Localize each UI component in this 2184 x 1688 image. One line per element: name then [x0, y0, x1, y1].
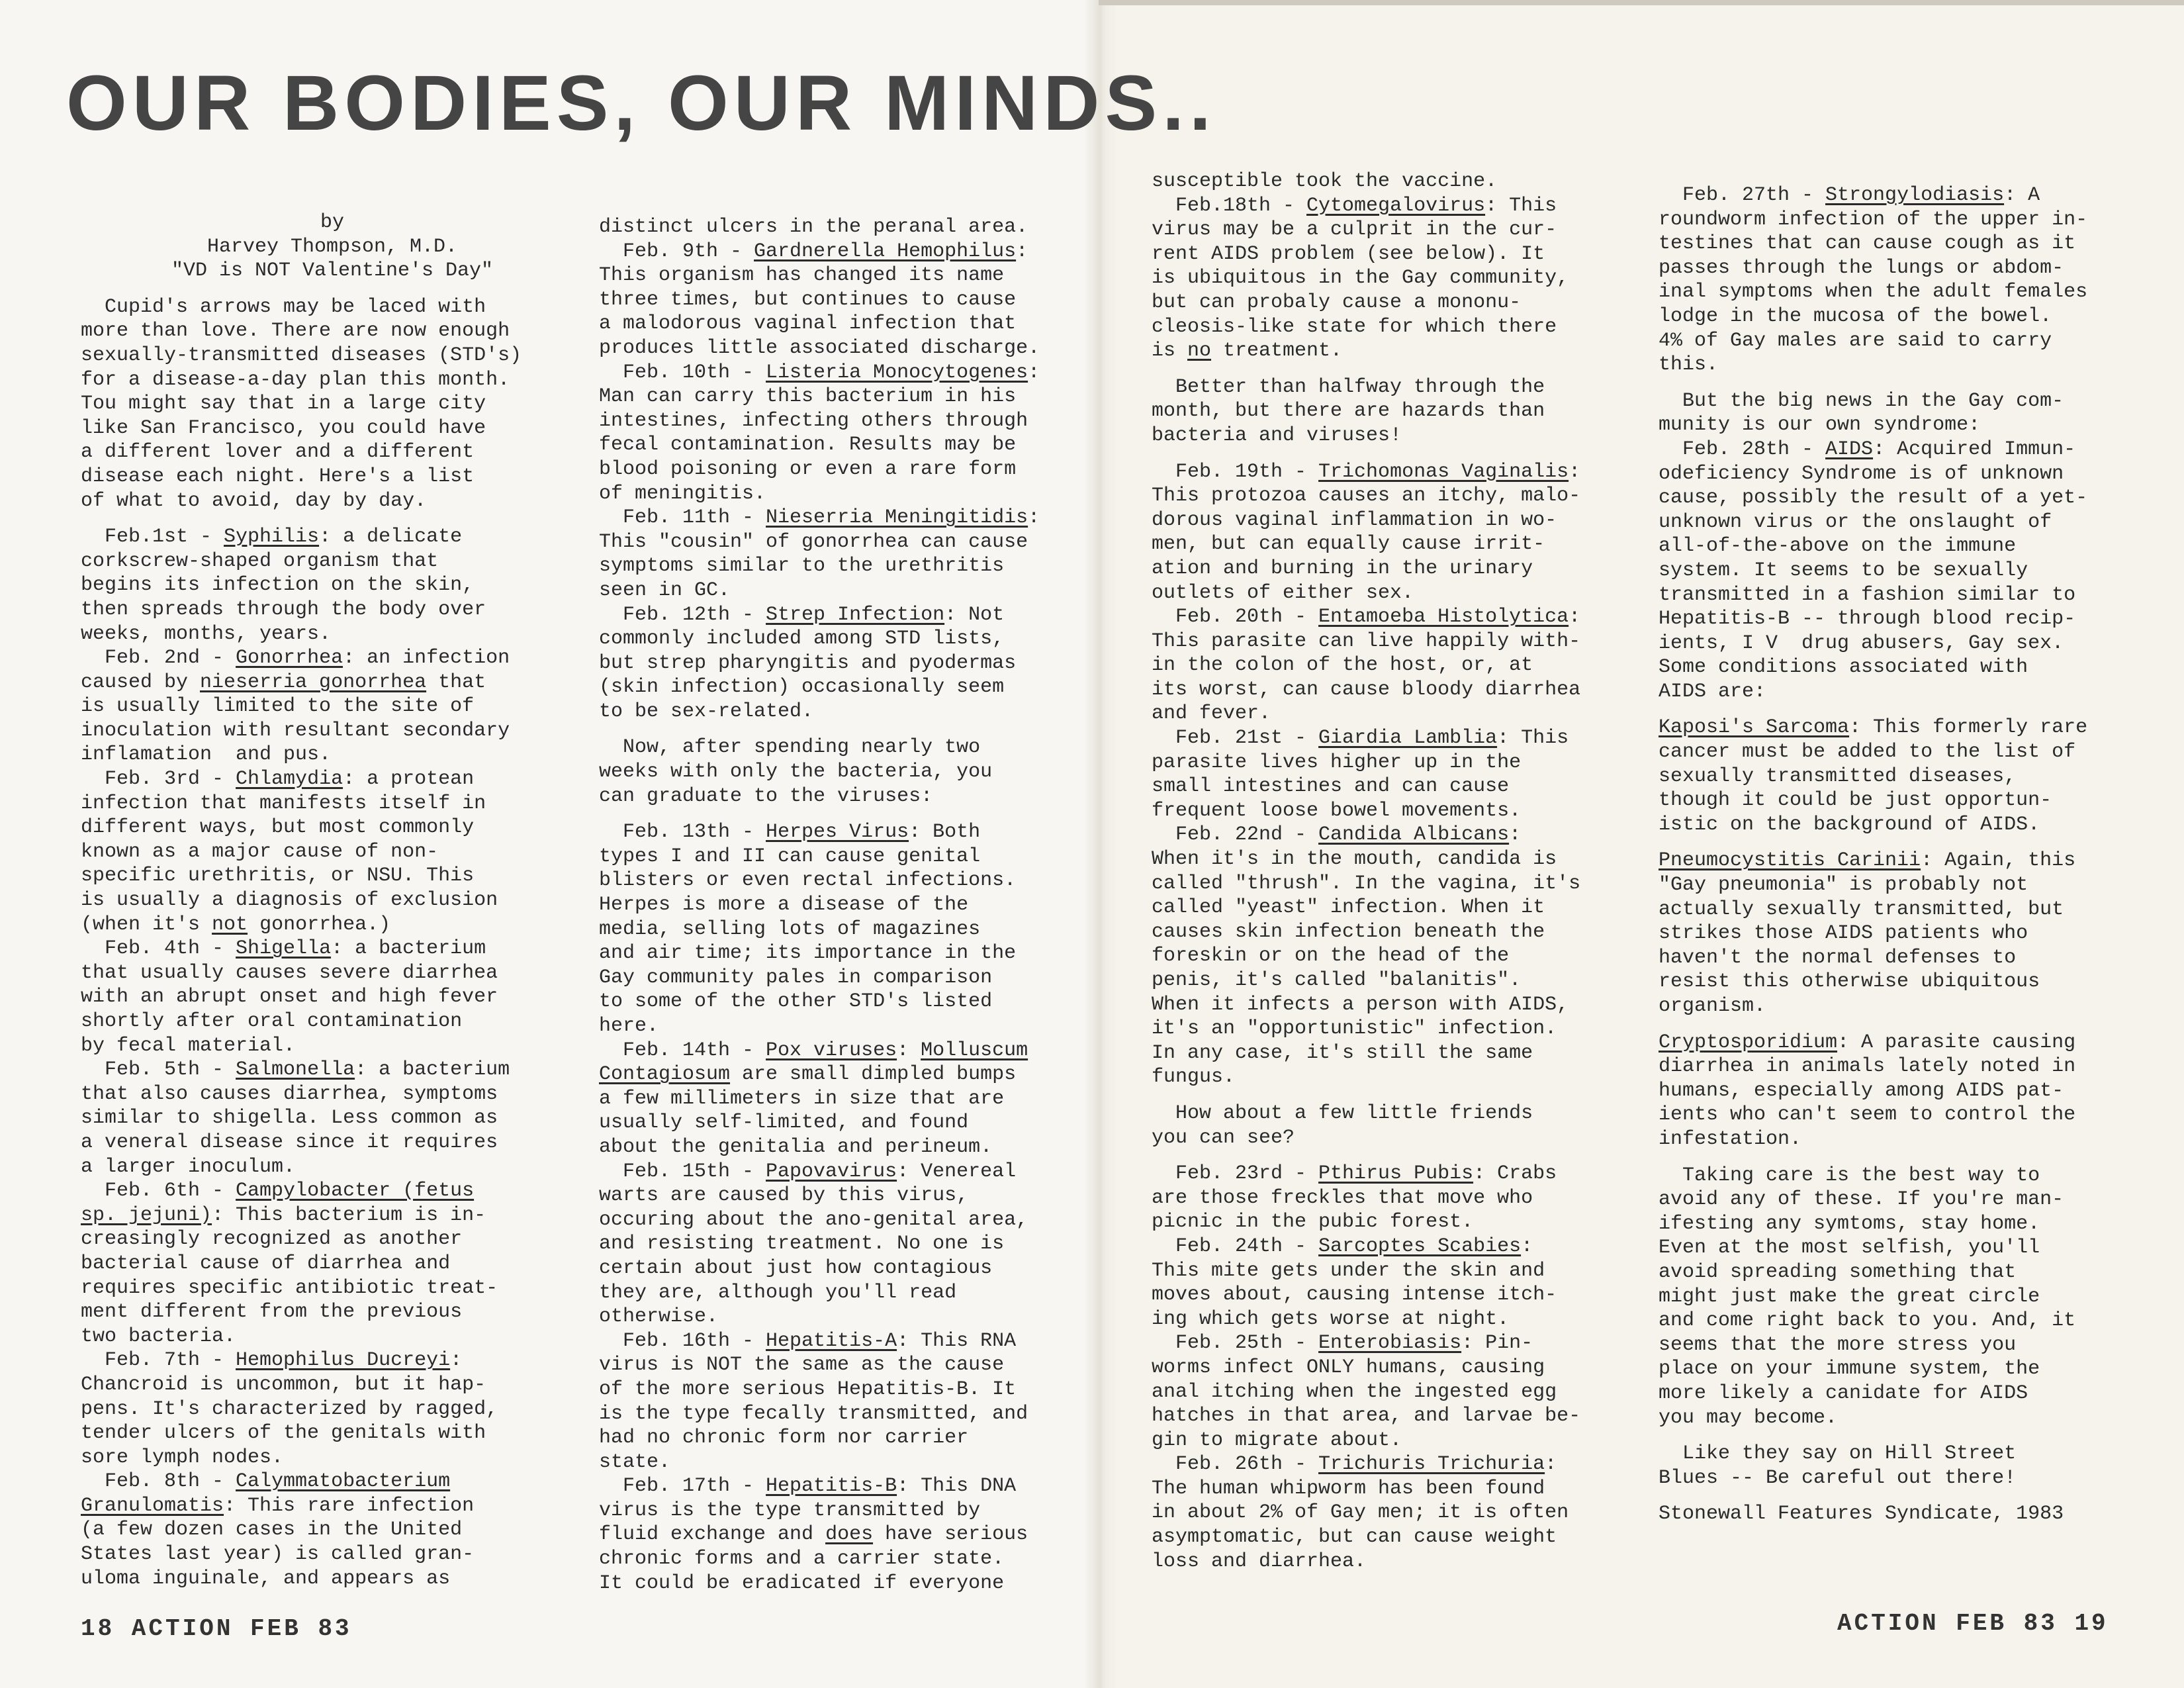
- paragraph-text: : This DNA virus is the type transmitted by fluid exchange and: [599, 1475, 1017, 1546]
- disease-name: Cryptosporidium: [1659, 1031, 1838, 1054]
- disease-name: Campylobacter (fetus sp. jejuni): [81, 1180, 475, 1227]
- disease-name: Enterobiasis: [1318, 1332, 1462, 1355]
- paragraph-text: Feb. 7th -: [105, 1349, 236, 1372]
- paragraph-text: How about a few little friends you can see?: [1152, 1102, 1533, 1149]
- paragraph-text: : This parasite lives higher up in the small intestines and can cause frequent loose bowel movements.: [1152, 727, 1569, 822]
- paragraph-text: : This "cousin" of gonorrhea can cause symptoms similar to the urethritis seen in GC.: [599, 506, 1040, 602]
- disease-name: Hepatitis-B: [766, 1475, 897, 1498]
- paragraph: [1659, 1164, 2161, 1430]
- disease-name: Shigella: [236, 937, 332, 961]
- paragraph: [599, 240, 1102, 361]
- paragraph-text: Feb. 15th -: [623, 1160, 766, 1183]
- paragraph-text: Feb. 10th -: [623, 361, 766, 384]
- disease-name: Strep Infection: [766, 603, 945, 626]
- byline: [81, 211, 584, 283]
- paragraph-text: Feb. 11th -: [623, 506, 766, 530]
- paragraph-text: that is usually limited to the site of inoculation with resultant secondary inflamation and pus.: [81, 671, 510, 767]
- disease-name: Hepatitis-A: [766, 1329, 897, 1352]
- paragraph-text: Cupid's arrows may be laced with more than love. There are now enough sexually-transmitted diseases (STD's) for a disease-a-day plan this month. Tou might say that in a large city like San Francisco, you could have a different lover and a different disease each night. Here's a list of what to avoid, day by day.: [81, 295, 522, 512]
- paragraph: [1659, 1442, 2161, 1490]
- disease-name: Papovavirus: [766, 1160, 897, 1183]
- paragraph: [1659, 183, 2161, 377]
- disease-name: Nieserria Meningitidis: [766, 506, 1028, 530]
- paragraph-text: : a delicate corkscrew-shaped organism that begins its infection on the skin, then spreads through the body over weeks, months, years.: [81, 526, 486, 645]
- page-footer-right: ACTION FEB 83 19: [1837, 1610, 2109, 1637]
- paragraph: [81, 1470, 584, 1591]
- disease-name: no: [1187, 340, 1212, 363]
- disease-name: Sarcoptes Scabies: [1318, 1235, 1522, 1258]
- paragraph: [1152, 1331, 1655, 1452]
- paragraph-text: Taking care is the best way to avoid any of these. If you're man- ifesting any symtoms, stay home. Even at the most selfish, you'll avoid spreading something that might just make the great circle and come right back to you. And, it seems that the more stress you place on your immune system, the more likely a canidate for AIDS you may become.: [1659, 1164, 2076, 1429]
- paragraph-text: Feb.18th -: [1175, 194, 1307, 217]
- paragraph: [1659, 1031, 2161, 1152]
- disease-name: Trichuris Trichuria: [1318, 1453, 1545, 1476]
- disease-name: Chlamydia: [236, 768, 343, 791]
- paragraph-text: Feb. 26th -: [1175, 1453, 1319, 1476]
- disease-name: Cytomegalovirus: [1306, 194, 1486, 217]
- paragraph-text: : This protozoa causes an itchy, malo- dorous vaginal inflammation in wo- men, but can equally cause irrit- ation and burning in the urinary outlets of either sex.: [1152, 460, 1581, 604]
- paragraph-text: : This rare infection (a few dozen cases in the United States last year) is called gran- uloma inguinale, and appears as: [81, 1494, 475, 1590]
- paragraph-text: Feb. 17th -: [623, 1475, 766, 1498]
- paragraph-text: : Acquired Immun- odeficiency Syndrome is of unknown cause, possibly the result of a yet- unknown virus or the onslaught of all-of-the-above on the immune system. It seems to be sexually transmitted in a fashion similar to Hepatitis-B -- through blood recip- ients, I V drug abusers, Gay sex. Some conditions associated with AIDS are:: [1659, 438, 2088, 703]
- paragraph: [81, 937, 584, 1058]
- paragraph-text: Feb. 13th -: [623, 821, 766, 844]
- paragraph: [1152, 1235, 1655, 1331]
- disease-name: Strongylodiasis: [1825, 184, 2005, 207]
- paragraph-text: : This formerly rare cancer must be added to the list of sexually transmitted diseases, though it could be just opportun- istic on the background of AIDS.: [1659, 716, 2088, 836]
- column-1: [81, 211, 584, 1591]
- paragraph-text: Feb. 3rd -: [105, 768, 236, 791]
- paragraph: [1152, 1162, 1655, 1235]
- paragraph: [1659, 438, 2161, 704]
- paragraph: [599, 215, 1102, 240]
- page-edge: [1099, 0, 2184, 5]
- disease-name: Syphilis: [224, 526, 320, 549]
- paragraph-text: : A roundworm infection of the upper in- testines that can cause cough as it passes through the lungs or abdom- inal symptoms when the adult females lodge in the mucosa of the bowel. 4% of Gay males are said to carry this.: [1659, 184, 2088, 377]
- paragraph: [81, 295, 584, 513]
- paragraph-text: Feb. 16th -: [623, 1329, 766, 1352]
- paragraph-text: : Man can carry this bacterium in his intestines, infecting others through fecal contamination. Results may be blood poisoning or even a rare form of meningitis.: [599, 361, 1040, 505]
- paragraph: [1152, 194, 1655, 363]
- paragraph-text: : This mite gets under the skin and moves about, causing intense itch- ing which gets worse at night.: [1152, 1235, 1557, 1331]
- disease-name: Molluscum Contagiosum: [599, 1039, 1028, 1086]
- paragraph-text: Now, after spending nearly two weeks with only the bacteria, you can graduate to the viruses:: [599, 736, 993, 808]
- paragraph-text: Feb. 4th -: [105, 937, 236, 961]
- paragraph: [81, 1058, 584, 1179]
- paragraph-text: Feb. 5th -: [105, 1058, 236, 1082]
- paragraph-text: : When it's in the mouth, candida is called "thrush". In the vagina, it's called "yeast" infection. When it causes skin infection beneath the foreskin or on the head of the penis, it's called "balanitis". When it infects a person with AIDS, it's an "opportunistic" infection. In any case, it's still the same fungus.: [1152, 823, 1581, 1089]
- paragraph-text: Feb. 19th -: [1175, 460, 1319, 483]
- paragraph: [81, 1348, 584, 1470]
- paragraph-text: susceptible took the vaccine.: [1152, 170, 1498, 193]
- paragraph-text: Feb. 8th -: [105, 1470, 236, 1493]
- paragraph: [1152, 726, 1655, 823]
- paragraph: [599, 506, 1102, 602]
- paragraph: [81, 525, 584, 646]
- disease-name: Listeria Monocytogenes: [766, 361, 1028, 384]
- disease-name: Candida Albicans: [1318, 823, 1510, 847]
- paragraph: [599, 735, 1102, 808]
- paragraph-text: : This parasite can live happily with- in the colon of the host, or, at its worst, can cause bloody diarrhea and fever.: [1152, 606, 1581, 726]
- paragraph: [1659, 849, 2161, 1018]
- paragraph-text: Feb. 9th -: [623, 240, 754, 263]
- disease-name: Salmonella: [236, 1058, 355, 1082]
- paragraph: [1659, 389, 2161, 438]
- column-4: [1659, 183, 2161, 1526]
- paragraph: [1152, 169, 1655, 194]
- paragraph: [81, 646, 584, 767]
- paragraph-text: Feb. 28th -: [1682, 438, 1826, 461]
- paragraph-text: Feb. 25th -: [1175, 1332, 1319, 1355]
- disease-name: Pthirus Pubis: [1318, 1162, 1474, 1186]
- paragraph-text: Feb. 2nd -: [105, 647, 236, 670]
- paragraph-text: Feb. 20th -: [1175, 606, 1319, 629]
- disease-name: Pneumocystitis Carinii: [1659, 849, 1921, 872]
- paragraph: [81, 1179, 584, 1348]
- paragraph-text: : A parasite causing diarrhea in animals lately noted in humans, especially among AIDS pat- ients who can't seem to control the infestation.: [1659, 1031, 2076, 1150]
- paragraph-text: distinct ulcers in the peranal area.: [599, 216, 1028, 238]
- page-footer-left: 18 ACTION FEB 83: [81, 1615, 352, 1642]
- paragraph: [1152, 605, 1655, 726]
- paragraph-text: : This bacterium is in- creasingly recognized as another bacterial cause of diarrhea and requires specific antibiotic treat- ment different from the previous two bacteria.: [81, 1203, 498, 1348]
- paragraph-text: : Chancroid is uncommon, but it hap- pens. It's characterized by ragged, tender ulcers of the genitals with sore lymph nodes.: [81, 1349, 498, 1469]
- paragraph: [599, 603, 1102, 724]
- paragraph-text: Feb. 22nd -: [1175, 823, 1319, 847]
- paragraph-text: by Harvey Thompson, M.D. "VD is NOT Valentine's Day": [171, 211, 494, 283]
- column-2: [599, 215, 1102, 1595]
- paragraph-text: : This organism has changed its name three times, but continues to cause a malodorous vaginal infection that produces little associated discharge.: [599, 240, 1040, 359]
- paragraph-text: Like they say on Hill Street Blues -- Be careful out there!: [1659, 1442, 2017, 1489]
- paragraph-text: Feb. 6th -: [105, 1180, 236, 1203]
- paragraph-text: : Again, this "Gay pneumonia" is probably not actually sexually transmitted, but strikes those AIDS patients who haven't the normal defenses to resist this otherwise ubiquitous organism.: [1659, 849, 2076, 1017]
- paragraph: [1152, 1102, 1655, 1150]
- disease-name: Gardnerella Hemophilus: [754, 240, 1017, 263]
- paragraph-text: treatment.: [1211, 340, 1343, 363]
- paragraph-text: Feb. 21st -: [1175, 727, 1319, 750]
- paragraph-text: Stonewall Features Syndicate, 1983: [1659, 1503, 2064, 1526]
- paragraph-text: Feb.1st -: [105, 526, 224, 549]
- paragraph-text: : Not commonly included among STD lists, but strep pharyngitis and pyodermas (skin infection) occasionally seem to be sex-related.: [599, 603, 1017, 723]
- disease-name: Gonorrhea: [236, 647, 343, 670]
- paragraph-text: Feb. 27th -: [1682, 184, 1826, 207]
- paragraph-text: : Both types I and II can cause genital blisters or even rectal infections. Herpes is more a disease of the media, selling lots of magazines and air time; its importance in the Gay community pales in comparison to some of the other STD's listed here.: [599, 821, 1017, 1037]
- paragraph-text: : a protean infection that manifests itself in different ways, but most commonly known as a major cause of non- specific urethritis, or NSU. This is usually a diagnosis of exclusion (when it's: [81, 768, 498, 936]
- disease-name: Trichomonas Vaginalis: [1318, 460, 1569, 483]
- disease-name: AIDS: [1825, 438, 1874, 461]
- paragraph-text: : Venereal warts are caused by this virus, occuring about the ano-genital area, and resisting treatment. No one is certain about just how contagious they are, although you'll read otherwise.: [599, 1160, 1028, 1329]
- paragraph-text: : an infection caused by: [81, 647, 510, 694]
- paragraph-text: gonorrhea.): [248, 913, 391, 936]
- disease-name: Herpes Virus: [766, 821, 909, 844]
- disease-name: Pox viruses: [766, 1039, 897, 1062]
- paragraph: [81, 767, 584, 937]
- paragraph-text: Feb. 23rd -: [1175, 1162, 1319, 1186]
- paragraph-text: :: [897, 1039, 921, 1062]
- paragraph: [1152, 823, 1655, 1090]
- paragraph: [599, 1474, 1102, 1595]
- paragraph: [599, 361, 1102, 506]
- paragraph-text: are small dimpled bumps a few millimeters in size that are usually self-limited, and found about the genitalia and perineum.: [599, 1063, 1017, 1158]
- paragraph: [1152, 375, 1655, 448]
- paragraph: [599, 1160, 1102, 1329]
- paragraph-text: : Pin- worms infect ONLY humans, causing anal itching when the ingested egg hatches in that area, and larvae be- gin to migrate about.: [1152, 1332, 1581, 1452]
- paragraph-text: : The human whipworm has been found in about 2% of Gay men; it is often asymptomatic, but can cause weight loss and diarrhea.: [1152, 1453, 1569, 1573]
- paragraph-text: : This virus may be a culprit in the cur- rent AIDS problem (see below). It is ubiquitous in the Gay community, but can probaly cause a mononu- cleosis-like state for which there is: [1152, 194, 1569, 363]
- paragraph-text: : a bacterium that also causes diarrhea, symptoms similar to shigella. Less common as a veneral disease since it requires a larger inoculum.: [81, 1058, 510, 1178]
- paragraph: [599, 820, 1102, 1038]
- disease-name: nieserria gonorrhea: [200, 671, 427, 694]
- paragraph-text: have serious chronic forms and a carrier state. It could be eradicated if everyone: [599, 1523, 1028, 1595]
- column-3: [1152, 169, 1655, 1573]
- paragraph: [1152, 1452, 1655, 1573]
- paragraph-text: Feb. 12th -: [623, 603, 766, 626]
- paragraph: [599, 1329, 1102, 1475]
- paragraph: [1659, 1502, 2161, 1526]
- disease-name: not: [212, 913, 248, 936]
- disease-name: Kaposi's Sarcoma: [1659, 716, 1850, 739]
- paragraph-text: : Crabs are those freckles that move who picnic in the pubic forest.: [1152, 1162, 1557, 1234]
- paragraph-text: Feb. 24th -: [1175, 1235, 1319, 1258]
- paragraph: [1152, 460, 1655, 606]
- paragraph: [1659, 716, 2161, 837]
- article-title: OUR BODIES, OUR MINDS..: [66, 60, 1216, 147]
- disease-name: does: [825, 1523, 874, 1546]
- paragraph: [599, 1039, 1102, 1160]
- paragraph-text: : This RNA virus is NOT the same as the cause of the more serious Hepatitis-B. It is the type fecally transmitted, and had no chronic form nor carrier state.: [599, 1329, 1028, 1474]
- disease-name: Hemophilus Ducreyi: [236, 1349, 451, 1372]
- paragraph-text: Better than halfway through the month, but there are hazards than bacteria and viruses!: [1152, 375, 1545, 447]
- paragraph-text: But the big news in the Gay com- munity is our own syndrome:: [1659, 389, 2064, 437]
- disease-name: Calymmatobacterium Granulomatis: [81, 1470, 451, 1517]
- paragraph-text: : a bacterium that usually causes severe diarrhea with an abrupt onset and high fever shortly after oral contamination by fecal material.: [81, 937, 498, 1057]
- disease-name: Giardia Lamblia: [1318, 727, 1498, 750]
- disease-name: Entamoeba Histolytica: [1318, 606, 1569, 629]
- paragraph-text: Feb. 14th -: [623, 1039, 766, 1062]
